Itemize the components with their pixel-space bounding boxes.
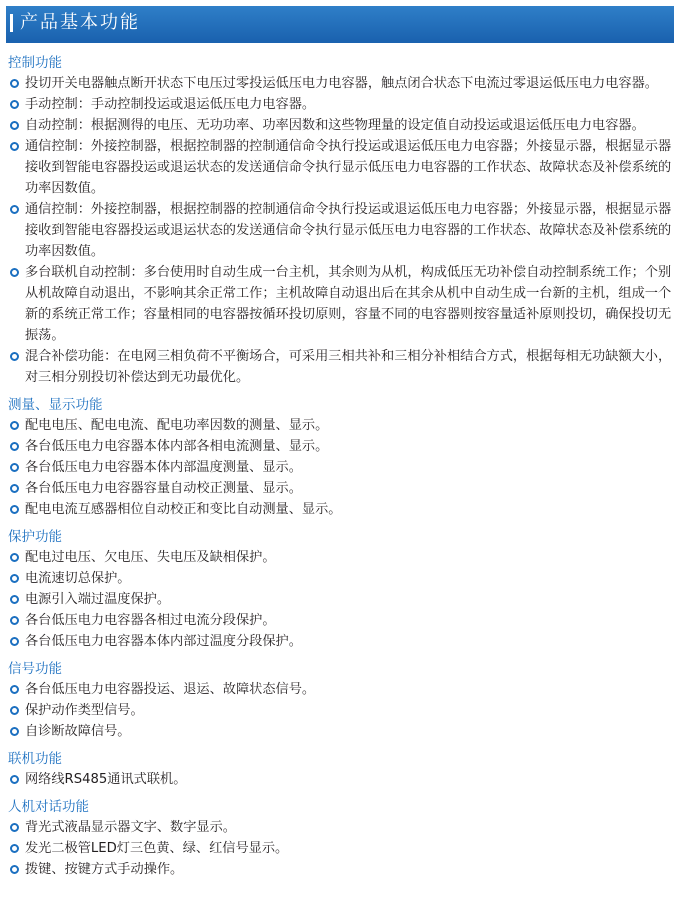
section-title: 保护功能	[8, 529, 62, 545]
list-item	[8, 499, 672, 520]
feature-items	[8, 769, 672, 790]
circle-bullet-icon	[10, 595, 19, 604]
circle-bullet-icon	[10, 823, 19, 832]
list-item	[8, 631, 672, 652]
section-title: 控制功能	[8, 55, 62, 71]
section-title: 测量、显示功能	[8, 397, 103, 413]
list-item	[8, 859, 672, 880]
circle-bullet-icon	[10, 616, 19, 625]
circle-bullet-icon	[10, 442, 19, 451]
circle-bullet-icon	[10, 100, 19, 109]
circle-bullet-icon	[10, 574, 19, 583]
circle-bullet-icon	[10, 706, 19, 715]
list-item	[8, 478, 672, 499]
list-item	[8, 415, 672, 436]
list-item	[8, 679, 672, 700]
list-item-text: 保护动作类型信号。	[25, 703, 144, 718]
list-item	[8, 115, 672, 136]
list-item	[8, 73, 672, 94]
feature-section	[8, 528, 672, 652]
list-item	[8, 436, 672, 457]
list-item-text: 手动控制：手动控制投运或退运低压电力电容器。	[25, 97, 316, 112]
page-header	[6, 6, 674, 40]
list-item-text: 各台低压电力电容器本体内部各相电流测量、显示。	[25, 439, 329, 454]
feature-list	[0, 43, 680, 880]
list-item	[8, 700, 672, 721]
list-item-text: 电源引入端过温度保护。	[25, 592, 171, 607]
list-item	[8, 262, 672, 346]
feature-items	[8, 73, 672, 388]
circle-bullet-icon	[10, 142, 19, 151]
list-item-text: 网络线RS485通讯式联机。	[25, 772, 187, 787]
list-item-text: 多台联机自动控制：多台使用时自动生成一台主机，其余则为从机，构成低压无功补偿自动控制系统工作；个别从机故障自动退出，不影响其余正常工作；主机故障自动退出后在其余从机中自动生成一台新的主机，组成一个新的系统正常工作；容量相同的电容器按循环投切原则，容量不同的电容器则按容量适补原则投切，确保投切无振荡。	[25, 265, 672, 343]
list-item	[8, 199, 672, 262]
feature-section	[8, 396, 672, 520]
list-item	[8, 817, 672, 838]
feature-section	[8, 750, 672, 790]
feature-section	[8, 798, 672, 880]
circle-bullet-icon	[10, 727, 19, 736]
list-item-text: 投切开关电器触点断开状态下电压过零投运低压电力电容器，触点闭合状态下电流过零退运低压电力电容器。	[25, 76, 658, 91]
circle-bullet-icon	[10, 844, 19, 853]
circle-bullet-icon	[10, 553, 19, 562]
list-item-text: 各台低压电力电容器本体内部过温度分段保护。	[25, 634, 302, 649]
header-accent-bar	[10, 14, 13, 32]
list-item-text: 各台低压电力电容器容量自动校正测量、显示。	[25, 481, 302, 496]
section-title: 信号功能	[8, 661, 62, 677]
circle-bullet-icon	[10, 637, 19, 646]
circle-bullet-icon	[10, 205, 19, 214]
list-item-text: 背光式液晶显示器文字、数字显示。	[25, 820, 236, 835]
list-item-text: 混合补偿功能：在电网三相负荷不平衡场合，可采用三相共补和三相分补相结合方式，根据每相无功缺额大小，对三相分别投切补偿达到无功最优化。	[25, 349, 672, 385]
list-item	[8, 838, 672, 859]
list-item-text: 各台低压电力电容器本体内部温度测量、显示。	[25, 460, 302, 475]
list-item-text: 配电过电压、欠电压、失电压及缺相保护。	[25, 550, 276, 565]
feature-items	[8, 817, 672, 880]
feature-section	[8, 54, 672, 388]
list-item-text: 拨键、按键方式手动操作。	[25, 862, 184, 877]
list-item-text: 通信控制：外接控制器，根据控制器的控制通信命令执行投运或退运低压电力电容器；外接显示器，根据显示器接收到智能电容器投运或退运状态的发送通信命令执行显示低压电力电容器的工作状态、故障状态及补偿系统的功率因数值。	[25, 139, 672, 196]
circle-bullet-icon	[10, 121, 19, 130]
list-item	[8, 136, 672, 199]
circle-bullet-icon	[10, 352, 19, 361]
page-title: 产品基本功能	[20, 12, 140, 33]
feature-section	[8, 660, 672, 742]
section-title: 联机功能	[8, 751, 62, 767]
circle-bullet-icon	[10, 865, 19, 874]
feature-items	[8, 415, 672, 520]
section-title: 人机对话功能	[8, 799, 89, 815]
list-item	[8, 589, 672, 610]
list-item-text: 通信控制：外接控制器，根据控制器的控制通信命令执行投运或退运低压电力电容器；外接显示器，根据显示器接收到智能电容器投运或退运状态的发送通信命令执行显示低压电力电容器的工作状态、故障状态及补偿系统的功率因数值。	[25, 202, 672, 259]
list-item	[8, 610, 672, 631]
list-item	[8, 547, 672, 568]
list-item-text: 各台低压电力电容器投运、退运、故障状态信号。	[25, 682, 316, 697]
list-item	[8, 457, 672, 478]
circle-bullet-icon	[10, 484, 19, 493]
list-item-text: 配电电压、配电电流、配电功率因数的测量、显示。	[25, 418, 329, 433]
circle-bullet-icon	[10, 505, 19, 514]
circle-bullet-icon	[10, 268, 19, 277]
list-item-text: 发光二极管LED灯三色黄、绿、红信号显示。	[25, 841, 289, 856]
circle-bullet-icon	[10, 421, 19, 430]
list-item	[8, 94, 672, 115]
list-item-text: 自动控制：根据测得的电压、无功功率、功率因数和这些物理量的设定值自动投运或退运低压电力电容器。	[25, 118, 645, 133]
list-item-text: 各台低压电力电容器各相过电流分段保护。	[25, 613, 276, 628]
circle-bullet-icon	[10, 79, 19, 88]
list-item	[8, 721, 672, 742]
feature-items	[8, 679, 672, 742]
list-item	[8, 769, 672, 790]
circle-bullet-icon	[10, 463, 19, 472]
list-item-text: 配电电流互感器相位自动校正和变比自动测量、显示。	[25, 502, 342, 517]
feature-items	[8, 547, 672, 652]
list-item	[8, 568, 672, 589]
list-item-text: 电流速切总保护。	[25, 571, 131, 586]
list-item-text: 自诊断故障信号。	[25, 724, 131, 739]
circle-bullet-icon	[10, 685, 19, 694]
list-item	[8, 346, 672, 388]
circle-bullet-icon	[10, 775, 19, 784]
